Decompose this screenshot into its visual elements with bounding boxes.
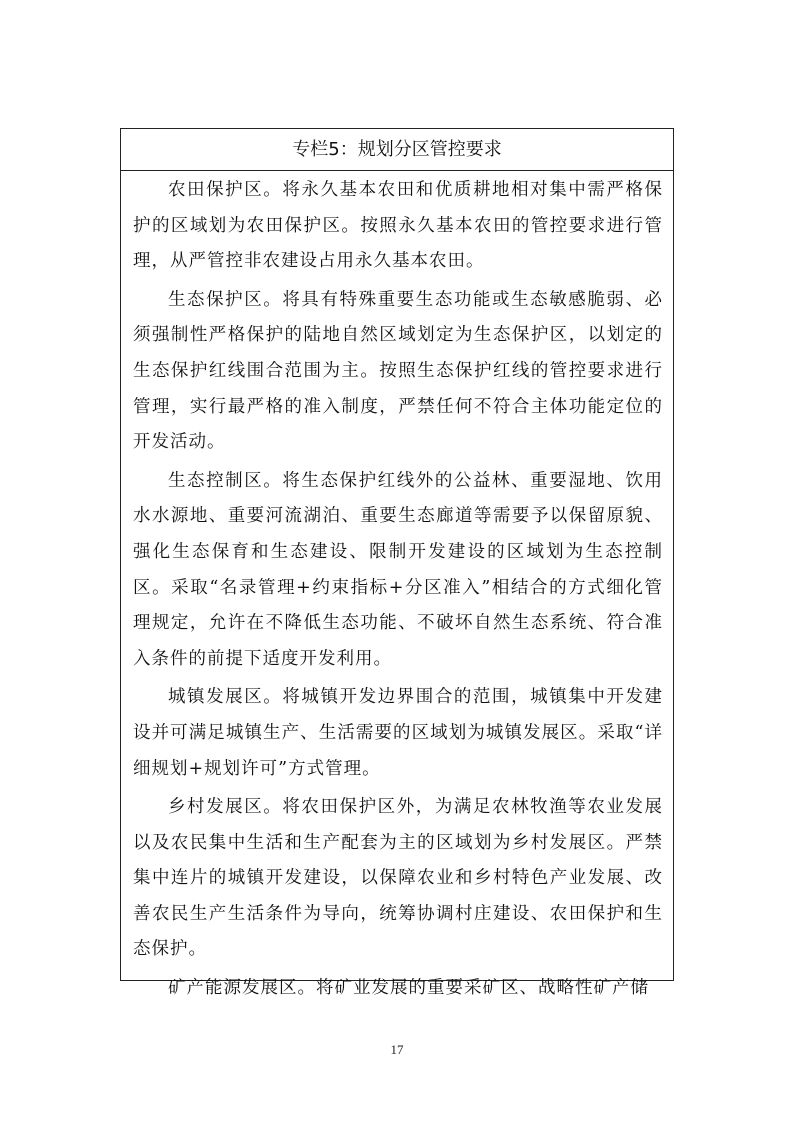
column-title: 专栏5：规划分区管控要求 (121, 129, 673, 171)
paragraph-ecological-protection: 生态保护区。将具有特殊重要生态功能或生态敏感脆弱、必须强制性严格保护的陆地自然区域划定为生态保护区，以划定的生态保护红线围合范围为主。按照生态保护红线的管控要求进行管理，实行最严格的准入制度，严禁任何不符合主体功能定位的开发活动。 (133, 289, 663, 453)
paragraph-rural-development: 乡村发展区。将农田保护区外，为满足农林牧渔等农业发展以及农民集中生活和生产配套为主的区域划为乡村发展区。严禁集中连片的城镇开发建设，以保障农业和乡村特色产业发展、改善农民生产生活条件为导向，统筹协调村庄建设、农田保护和生态保护。 (133, 797, 663, 960)
page-number: 17 (390, 1042, 404, 1057)
paragraph-urban-development: 城镇发展区。将城镇开发边界围合的范围，城镇集中开发建设并可满足城镇生产、生活需要的区域划为城镇发展区。采取“详细规划+规划许可”方式管理。 (133, 687, 663, 779)
paragraph-farmland-protection: 农田保护区。将永久基本农田和优质耕地相对集中需严格保护的区域划为农田保护区。按照永久基本农田的管控要求进行管理，从严管控非农建设占用永久基本农田。 (133, 180, 663, 272)
paragraph-ecological-control: 生态控制区。将生态保护红线外的公益林、重要湿地、饮用水水源地、重要河流湖泊、重要生态廊道等需要予以保留原貌、强化生态保育和生态建设、限制开发建设的区域划为生态控制区。采取“名录管理+约束指标+分区准入”相结合的方式细化管理规定，允许在不降低生态功能、不破坏自然生态系统、符合准入条件的前提下适度开发利用。 (133, 470, 663, 669)
column-body (121, 171, 673, 1007)
paragraph-mineral-energy: 矿产能源发展区。将矿业发展的重要采矿区、战略性矿产储 (168, 978, 649, 999)
special-column-box (120, 128, 674, 999)
